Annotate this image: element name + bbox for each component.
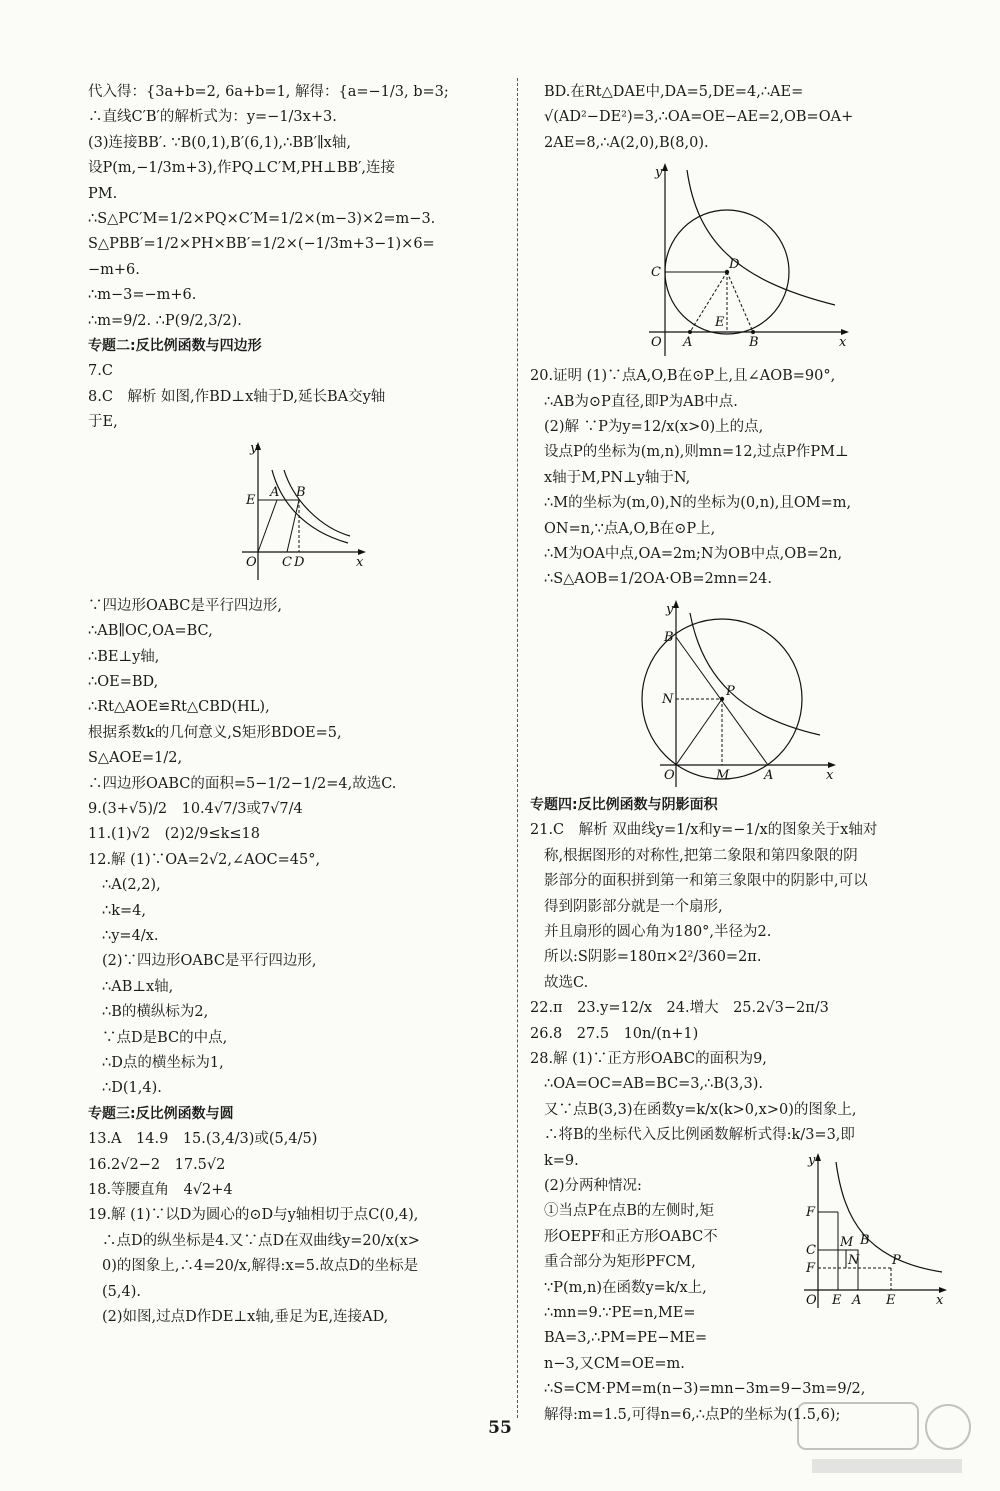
text-line: ∴AB⊥x轴, [102, 978, 174, 995]
text-line: ①当点P在点B的左侧时,矩 [544, 1203, 715, 1220]
page-number: 55 [488, 1418, 512, 1438]
figure-28-graph [796, 1150, 948, 1310]
text-line: n−3,又CM=OE=m. [544, 1355, 685, 1372]
section-heading: 专题二:反比例函数与四边形 [88, 338, 262, 355]
fig-label: M [716, 767, 730, 783]
fig-label: E [886, 1293, 896, 1308]
text-line: 又∵点B(3,3)在函数y=k/x(k>0,x>0)的图象上, [544, 1101, 857, 1118]
text-line: ∴直线C′B′的解析式为：y=−1/3x+3. [88, 109, 337, 126]
text-line: 形OEPF和正方形OABC不 [544, 1228, 718, 1245]
text-line: 2AE=8,∴A(2,0),B(8,0). [544, 134, 709, 151]
text-line: ∴AB∥OC,OA=BC, [88, 623, 213, 640]
text-line: ∴y=4/x. [102, 927, 159, 944]
text-line: ∴M为OA中点,OA=2m;N为OB中点,OB=2n, [544, 546, 843, 563]
fig-label: F [806, 1261, 816, 1276]
watermark-logo [788, 1393, 978, 1477]
fig-label: y [655, 165, 663, 181]
text-line: ON=n,∵点A,O,B在⊙P上, [544, 520, 716, 537]
text-line: ∴m−3=−m+6. [88, 287, 197, 304]
fig-label: B [664, 629, 674, 645]
answer-line: 7.C [88, 363, 113, 380]
fig-label: E [832, 1293, 842, 1308]
text-line: ∴B的横纵标为2, [102, 1004, 209, 1021]
text-line: 设点P的坐标为(m,n),则mn=12,过点P作PM⊥ [544, 444, 849, 461]
section-heading: 专题四:反比例函数与阴影面积 [530, 796, 718, 813]
figure-20 [530, 593, 950, 793]
answer-line: 8.C 解析 如图,作BD⊥x轴于D,延长BA交y轴 [88, 388, 386, 405]
text-line: 故选C. [544, 974, 589, 991]
text-line: ∴BE⊥y轴, [88, 648, 160, 665]
text-line: ∴Rt△AOE≌Rt△CBD(HL), [88, 699, 270, 716]
text-line: 影部分的面积拼到第一和第三象限中的阴影中,可以 [544, 873, 868, 890]
figure-8-graph [222, 440, 372, 590]
text-line: ∴AB为⊙P直径,即P为AB中点. [544, 393, 738, 410]
fig-label: A [764, 767, 774, 783]
text-line: x轴于M,PN⊥y轴于N, [544, 469, 691, 486]
text-line: S△PBB′=1/2×PH×BB′=1/2×(−1/3m+3−1)×6= [88, 236, 435, 253]
text-line: (5,4). [102, 1283, 141, 1300]
fig-label: O [806, 1293, 817, 1308]
text-line: ∴四边形OABC的面积=5−1/2−1/2=4,故选C. [88, 775, 397, 792]
fig-label: x [936, 1293, 944, 1308]
answer-line: 21.C 解析 双曲线y=1/x和y=−1/x的图象关于x轴对 [530, 822, 878, 839]
text-line: 解得:m=1.5,可得n=6,∴点P的坐标为(1.5,6); [544, 1406, 841, 1423]
text-line: (3)连接BB′. ∵B(0,1),B′(6,1),∴BB′∥x轴, [88, 134, 351, 151]
fig-label: E [715, 315, 725, 331]
text-line: ∴A(2,2), [102, 877, 161, 894]
text-line: 于E, [88, 414, 118, 431]
answer-line: 16.2√2−2 17.5√2 [88, 1156, 226, 1173]
text-line: ∴S=CM·PM=m(n−3)=mn−3m=9−3m=9/2, [544, 1381, 866, 1398]
figure-8 [88, 436, 506, 594]
text-line: −m+6. [88, 261, 140, 278]
figure-20-graph [640, 597, 840, 789]
answer-line: 13.A 14.9 15.(3,4/3)或(5,4/5) [88, 1131, 318, 1148]
fig-label: C [651, 265, 661, 281]
text-line: ∵四边形OABC是平行四边形, [88, 597, 282, 614]
answer-line: 18.等腰直角 4√2+4 [88, 1182, 233, 1199]
text-line: ∴m=9/2. ∴P(9/2,3/2). [88, 312, 242, 329]
text-line: 0)的图象上,∴4=20/x,解得:x=5.故点D的坐标是 [102, 1258, 419, 1275]
answer-line: 28.解 (1)∵正方形OABC的面积为9, [530, 1050, 767, 1067]
text-line: 并且扇形的圆心角为180°,半径为2. [544, 923, 772, 940]
fig-label: C [282, 554, 292, 570]
text-line: ∴D(1,4). [102, 1080, 162, 1097]
fig-label: P [726, 683, 735, 699]
fig-label: y [666, 601, 674, 617]
text-line: 根据系数k的几何意义,S矩形BDOE=5, [88, 724, 342, 741]
section-heading: 专题三:反比例函数与圆 [88, 1105, 234, 1122]
figure-19-graph [625, 160, 855, 360]
text-line: ∴M的坐标为(m,0),N的坐标为(0,n),且OM=m, [544, 495, 852, 512]
text-line: ∴OE=BD, [88, 673, 159, 690]
text-line: 称,根据图形的对称性,把第二象限和第四象限的阴 [544, 847, 858, 864]
text-line: BA=3,∴PM=PE−ME= [544, 1330, 708, 1347]
fig-label: B [296, 484, 306, 500]
text-line: 重合部分为矩形PFCM, [544, 1254, 696, 1271]
fig-label: F [806, 1205, 816, 1220]
text-line: ∴mn=9.∵PE=n,ME= [544, 1305, 696, 1321]
answer-line: 11.(1)√2 (2)2/9≤k≤18 [88, 826, 260, 843]
answer-line: 22.π 23.y=12/x 24.增大 25.2√3−2π/3 [530, 1000, 829, 1017]
fig-label: x [826, 767, 834, 783]
text-line: BD.在Rt△DAE中,DA=5,DE=4,∴AE= [544, 84, 804, 100]
answer-line: 20.证明 (1)∵点A,O,B在⊙P上,且∠AOB=90°, [530, 368, 836, 385]
left-column [88, 80, 506, 1330]
fig-label: P [892, 1253, 901, 1268]
fig-label: A [852, 1293, 862, 1308]
text-line: ∴S△AOB=1/2OA·OB=2mn=24. [544, 571, 772, 588]
text-line: k=9. [544, 1152, 579, 1169]
fig-label: x [839, 335, 847, 351]
text-line: ∴D点的横坐标为1, [102, 1055, 224, 1071]
column-divider [517, 78, 518, 1418]
fig-label: x [356, 554, 364, 570]
text-line: ∵点D是BC的中点, [102, 1029, 228, 1046]
answer-line: 26.8 27.5 10n/(n+1) [530, 1025, 699, 1042]
fig-label: A [683, 335, 693, 351]
answer-line: 12.解 (1)∵OA=2√2,∠AOC=45°, [88, 851, 321, 868]
fig-label: O [664, 767, 675, 783]
text-line: 得到阴影部分就是一个扇形, [544, 898, 723, 915]
text-line: √(AD²−DE²)=3,∴OA=OE−AE=2,OB=OA+ [544, 109, 854, 126]
text-line: 设P(m,−1/3m+3),作PQ⊥C′M,PH⊥BB′,连接 [88, 160, 396, 177]
fig-label: C [806, 1243, 816, 1258]
text-line: ∴点D的纵坐标是4.又∵点D在双曲线y=20/x(x> [102, 1232, 420, 1249]
fig-label: O [651, 335, 662, 351]
text-line: ∴k=4, [102, 902, 146, 919]
fig-label: y [808, 1153, 816, 1168]
fig-label: N [848, 1253, 860, 1268]
text-line: (2)∵四边形OABC是平行四边形, [102, 953, 317, 970]
fig-label: O [246, 554, 257, 570]
text-line: 代入得：{3a+b=2, 6a+b=1, 解得：{a=−1/3, b=3; [88, 84, 449, 100]
fig-label: B [749, 335, 759, 351]
text-line: ∴OA=OC=AB=BC=3,∴B(3,3). [544, 1076, 764, 1093]
fig-label: E [246, 492, 256, 508]
text-line: ∴S△PC′M=1/2×PQ×C′M=1/2×(m−3)×2=m−3. [88, 211, 436, 228]
text-line: (2)解 ∵P为y=12/x(x>0)上的点, [544, 419, 764, 436]
text-line: ∵P(m,n)在函数y=k/x上, [544, 1279, 707, 1296]
fig-label: B [860, 1233, 870, 1248]
answer-line: 9.(3+√5)/2 10.4√7/3或7√7/4 [88, 800, 303, 817]
fig-label: M [840, 1235, 854, 1250]
fig-label: D [729, 257, 740, 273]
text-line: S△AOE=1/2, [88, 750, 183, 767]
fig-label: y [250, 440, 258, 456]
fig-label: N [662, 691, 674, 707]
fig-label: D [294, 554, 305, 570]
text-line: ∴将B的坐标代入反比例函数解析式得:k/3=3,即 [544, 1127, 855, 1144]
text-line: PM. [88, 185, 118, 202]
text-line: 所以:S阴影=180π×2²/360=2π. [544, 949, 762, 966]
fig-label: A [270, 484, 280, 500]
answer-line: 19.解 (1)∵以D为圆心的⊙D与y轴相切于点C(0,4), [88, 1207, 419, 1224]
text-line: (2)分两种情况: [544, 1177, 642, 1194]
figure-19 [530, 156, 950, 364]
text-line: (2)如图,过点D作DE⊥x轴,垂足为E,连接AD, [102, 1309, 389, 1326]
